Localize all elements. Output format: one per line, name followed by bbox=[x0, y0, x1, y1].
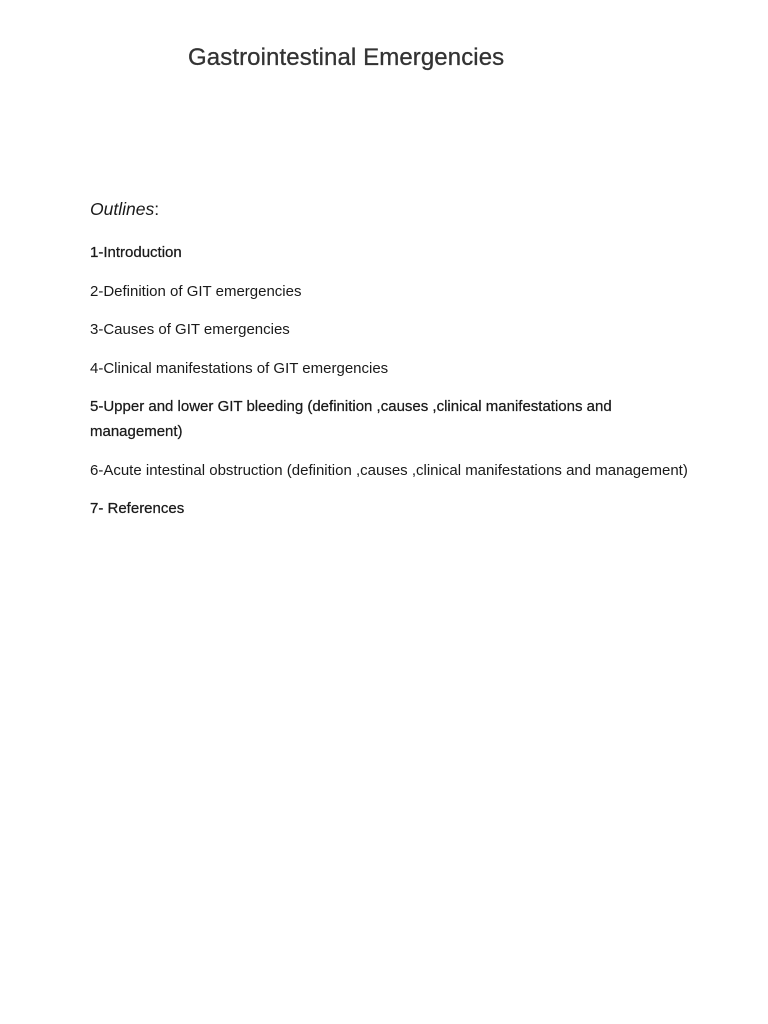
outline-item-definition: 2-Definition of GIT emergencies bbox=[90, 282, 302, 300]
outline-item-causes: 3-Causes of GIT emergencies bbox=[90, 321, 290, 338]
outlines-colon: : bbox=[154, 199, 160, 219]
outlines-heading bbox=[90, 199, 159, 220]
outline-list bbox=[90, 240, 690, 535]
document-title: Gastrointestinal Emergencies bbox=[188, 44, 505, 71]
outline-item-references: 7- References bbox=[90, 500, 185, 517]
outline-item-git-bleeding: 5-Upper and lower GIT bleeding (definition ,causes ,clinical manifestations and management) bbox=[90, 398, 612, 440]
outline-item-introduction: 1-Introduction bbox=[90, 244, 182, 261]
outline-item-intestinal-obstruction: 6-Acute intestinal obstruction (definition ,causes ,clinical manifestations and management) bbox=[90, 461, 688, 479]
outlines-label: Outlines bbox=[90, 199, 155, 219]
outline-item-clinical-manifestations: 4-Clinical manifestations of GIT emergencies bbox=[90, 359, 389, 377]
